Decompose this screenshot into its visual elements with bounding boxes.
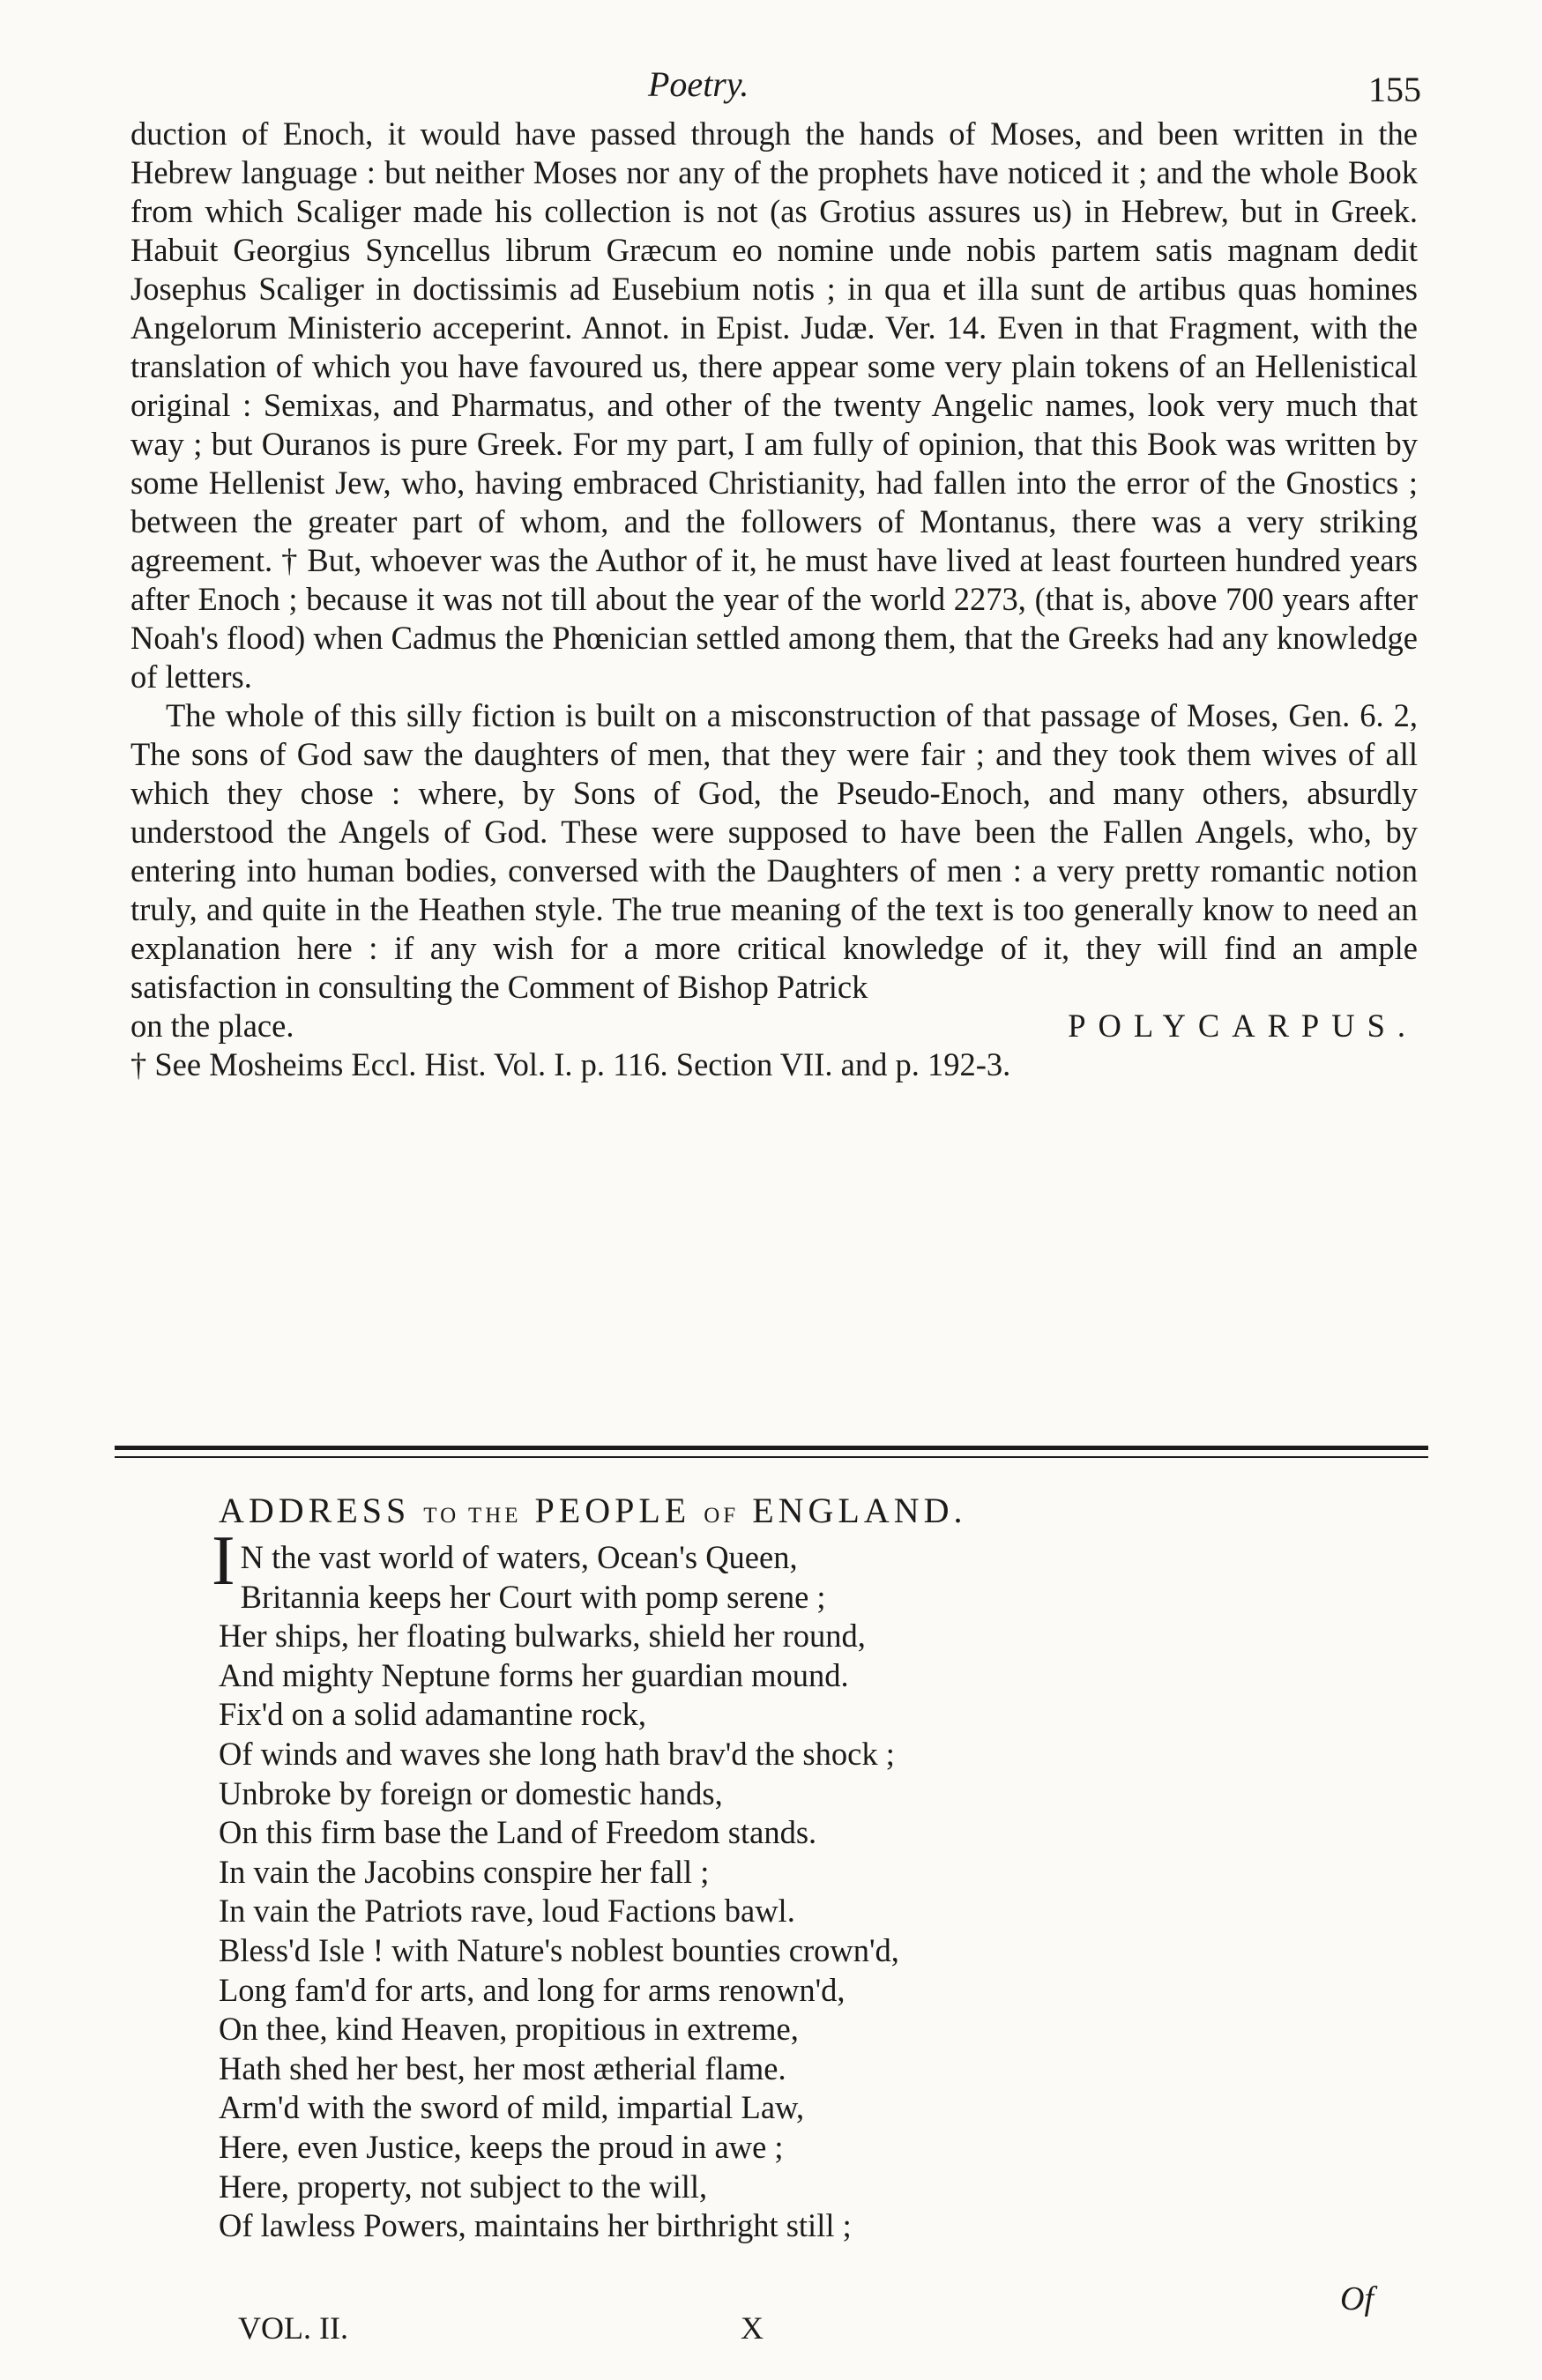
poem-line: Britannia keeps her Court with pomp serene ; xyxy=(240,1578,826,1615)
poem-line: Arm'd with the sword of mild, impartial Law, xyxy=(219,2089,805,2126)
signature-mark: X xyxy=(741,2310,764,2346)
running-head-title: Poetry. xyxy=(648,64,749,104)
poem-line: Of winds and waves she long hath brav'd the shock ; xyxy=(219,1735,895,1772)
poem-line: Of lawless Powers, maintains her birthright still ; xyxy=(219,2207,852,2244)
signature-line xyxy=(130,1007,1418,1045)
essay-paragraph-1: duction of Enoch, it would have passed through the hands of Moses, and been written in the Hebrew language : but neither Moses nor any of the prophets have noticed it ; and the whole Book from which Scaliger made his collection is not (as Grotius assures us) in Hebrew, but in Greek. Habuit Georgius Syncellus librum Græcum eo nomine unde nobis partem satis magnam dedit Josephus Scaliger in doctissimis ad Eusebium notis ; in qua et illa sunt de artibus quas homines Angelorum Ministerio acceperint. Annot. in Epist. Judæ. Ver. 14. Even in that Fragment, with the translation of which you have favoured us, there appear some very plain tokens of an Hellenistical original : Semixas, and Pharmatus, and other of the twenty Angelic names, look very much that way ; but Ouranos is pure Greek. For my part, I am fully of opinion, that this Book was written by some Hellenist Jew, who, having embraced Christianity, had fallen into the error of the Gnostics ; between the greater part of whom, and the followers of Montanus, there was a very striking agreement. † But, whoever was the Author of it, he must have lived at least fourteen hundred years after Enoch ; because it was not till about the year of the world 2273, (that is, above 700 years after Noah's flood) when Cadmus the Phœnician settled among them, that the Greeks had any knowledge of letters. xyxy=(130,115,1418,695)
running-head xyxy=(0,63,1542,116)
volume-label: VOL. II. xyxy=(238,2310,348,2346)
poem-line: On thee, kind Heaven, propitious in extreme, xyxy=(219,2011,799,2048)
poem-line: And mighty Neptune forms her guardian mound. xyxy=(219,1656,849,1693)
poem-title-word: ENGLAND. xyxy=(752,1491,967,1530)
poem-line: Hath shed her best, her most ætherial flame. xyxy=(219,2049,786,2086)
catchword: Of xyxy=(1340,2280,1374,2317)
poem-line: Fix'd on a solid adamantine rock, xyxy=(219,1696,647,1733)
poem-line: In vain the Patriots rave, loud Factions bawl. xyxy=(219,1893,795,1930)
author-signature: POLYCARPUS. xyxy=(1068,1008,1418,1044)
poem-line: Bless'd Isle ! with Nature's noblest bounties crown'd, xyxy=(219,1931,899,1968)
footnote: † See Mosheims Eccl. Hist. Vol. I. p. 116. Section VII. and p. 192-3. xyxy=(130,1046,1011,1082)
poem-line: Here, property, not subject to the will, xyxy=(219,2168,708,2205)
poem xyxy=(212,1490,1435,2246)
poem-line: Unbroke by foreign or domestic hands, xyxy=(219,1774,723,1811)
closing-text: on the place. xyxy=(130,1008,294,1044)
section-rule-thick xyxy=(115,1446,1428,1450)
poem-line: Her ships, her floating bulwarks, shield her round, xyxy=(219,1618,866,1655)
poem-line: On this firm base the Land of Freedom stands. xyxy=(219,1814,817,1851)
poem-title-small: TO THE xyxy=(423,1504,522,1528)
poem-lines xyxy=(212,1522,1435,2246)
essay-text xyxy=(130,115,1418,1084)
poem-title xyxy=(219,1490,1435,1531)
poem-line: Long fam'd for arts, and long for arms renown'd, xyxy=(219,1971,845,2008)
poem-title-word: PEOPLE xyxy=(534,1491,691,1530)
poem-title-word: ADDRESS xyxy=(219,1491,411,1530)
poem-line: In vain the Jacobins conspire her fall ; xyxy=(219,1853,710,1890)
section-rule-thin xyxy=(115,1456,1428,1458)
poem-line: Here, even Justice, keeps the proud in awe ; xyxy=(219,2128,784,2165)
page-footer xyxy=(0,2280,1542,2362)
essay-paragraph-2: The whole of this silly fiction is built on a misconstruction of that passage of Moses, Gen. 6. 2, The sons of God saw the daughters of men, that they were fair ; and they took them wives of all which they chose : where, by Sons of God, the Pseudo-Enoch, and many others, absurdly understood the Angels of God. These were supposed to have been the Fallen Angels, who, by entering into human bodies, conversed with the Daughters of men : a very pretty romantic notion truly, and quite in the Heathen style. The true meaning of the text is too generally know to need an explanation here : if any wish for a more critical knowledge of it, they will find an ample satisfaction in consulting the Comment of Bishop Patrick xyxy=(130,697,1418,1005)
page-number: 155 xyxy=(1368,70,1421,109)
poem-line: IN the vast world of waters, Ocean's Queen, xyxy=(212,1522,798,1600)
poem-title-small: OF xyxy=(704,1504,740,1528)
